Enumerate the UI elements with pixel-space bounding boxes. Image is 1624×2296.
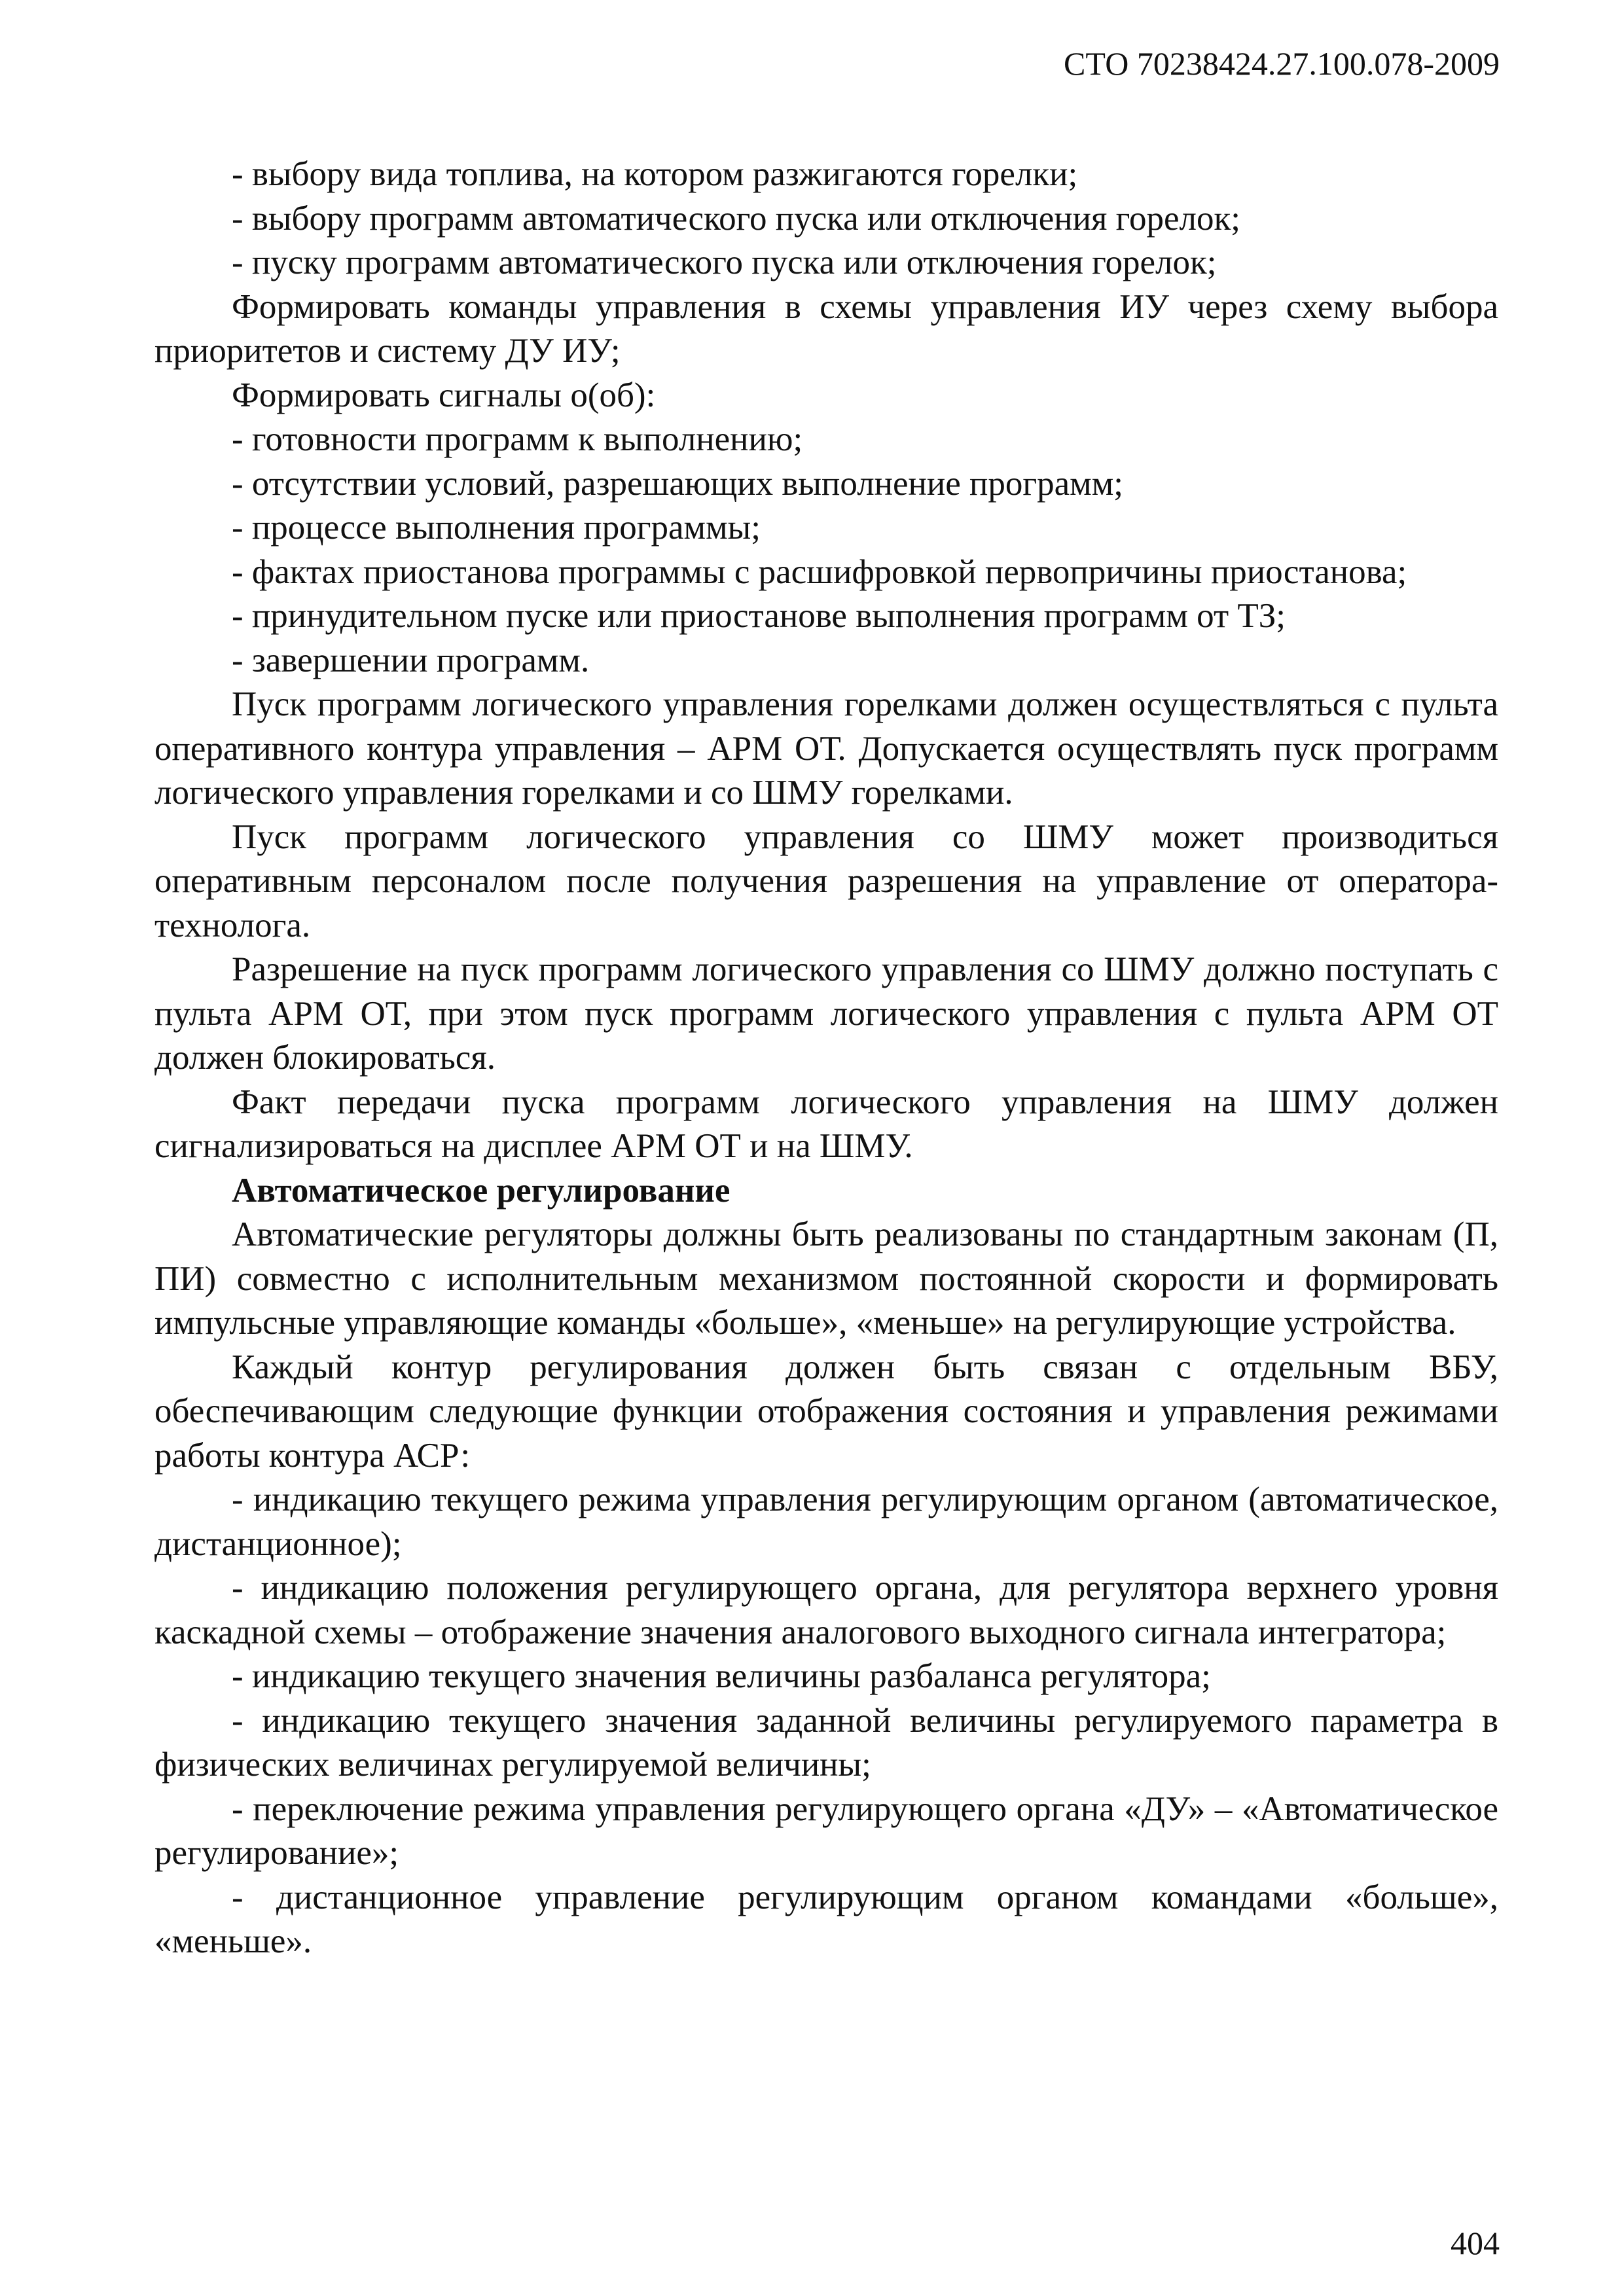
document-code-header: СТО 70238424.27.100.078-2009 — [1064, 45, 1500, 82]
list-item-readiness: - готовности программ к выполнению; — [232, 420, 803, 458]
list-item-completion: - завершении программ. — [232, 641, 590, 679]
paragraph-start-from-arm: Пуск программ логического управления горелками должен осуществляться с пульта оперативного контура управления – АРМ ОТ. Допускается осуществлять пуск программ логического управления горелками и со ШМУ горелками. — [154, 685, 1498, 812]
page-number: 404 — [1451, 2225, 1500, 2261]
list-item-program-start: - пуску программ автоматического пуска или отключения горелок; — [232, 243, 1217, 281]
paragraph-control-loop: Каждый контур регулирования должен быть связан с отдельным ВБУ, обеспечивающим следующие функции отображения состояния и управления режимами работы контура АСР: — [154, 1348, 1498, 1475]
paragraph-form-commands: Формировать команды управления в схемы управления ИУ через схему выбора приоритетов и систему ДУ ИУ; — [154, 287, 1498, 370]
paragraph-form-signals: Формировать сигналы о(об): — [232, 376, 656, 414]
section-heading-auto-regulation: Автоматическое регулирование — [232, 1171, 731, 1210]
list-item-forced-start: - принудительном пуске или приостанове выполнения программ от ТЗ; — [232, 597, 1286, 635]
list-item-suspension-facts: - фактах приостанова программы с расшифровкой первопричины приостанова; — [232, 552, 1407, 591]
list-item-program-selection: - выбору программ автоматического пуска или отключения горелок; — [232, 199, 1240, 238]
list-item-setpoint-indication: - индикацию текущего значения заданной величины регулируемого параметра в физических величинах регулируемой величины; — [154, 1701, 1498, 1784]
list-item-mode-switching: - переключение режима управления регулирующего органа «ДУ» – «Автоматическое регулирование»; — [154, 1789, 1498, 1872]
list-item-position-indication: - индикацию положения регулирующего органа, для регулятора верхнего уровня каскадной схемы – отображение значения аналогового выходного сигнала интегратора; — [154, 1569, 1498, 1651]
list-item-execution-process: - процессе выполнения программы; — [232, 509, 761, 547]
list-item-remote-control: - дистанционное управление регулирующим органом командами «больше», «меньше». — [154, 1878, 1498, 1960]
paragraph-auto-regulators: Автоматические регуляторы должны быть реализованы по стандартным законам (П, ПИ) совместно с исполнительным механизмом постоянной скорости и формировать импульсные управляющие команды «больше», «меньше» на регулирующие устройства. — [154, 1215, 1498, 1342]
paragraph-permission: Разрешение на пуск программ логического управления со ШМУ должно поступать с пульта АРМ ОТ, при этом пуск программ логического управления с пульта АРМ ОТ должен блокироваться. — [154, 950, 1498, 1077]
list-item-fuel-selection: - выбору вида топлива, на котором разжигаются горелки; — [232, 155, 1078, 193]
paragraph-transfer-signal: Факт передачи пуска программ логического управления на ШМУ должен сигнализироваться на дисплее АРМ ОТ и на ШМУ. — [154, 1083, 1498, 1165]
paragraph-start-from-shmu: Пуск программ логического управления со ШМУ может производиться оперативным персоналом после получения разрешения на управление от оператора-технолога. — [154, 817, 1498, 944]
list-item-absence-conditions: - отсутствии условий, разрешающих выполнение программ; — [232, 464, 1123, 503]
list-item-mode-indication: - индикацию текущего режима управления регулирующим органом (автоматическое, дистанционное); — [154, 1480, 1498, 1563]
list-item-imbalance-indication: - индикацию текущего значения величины разбаланса регулятора; — [232, 1657, 1211, 1695]
document-body — [154, 152, 1498, 1964]
